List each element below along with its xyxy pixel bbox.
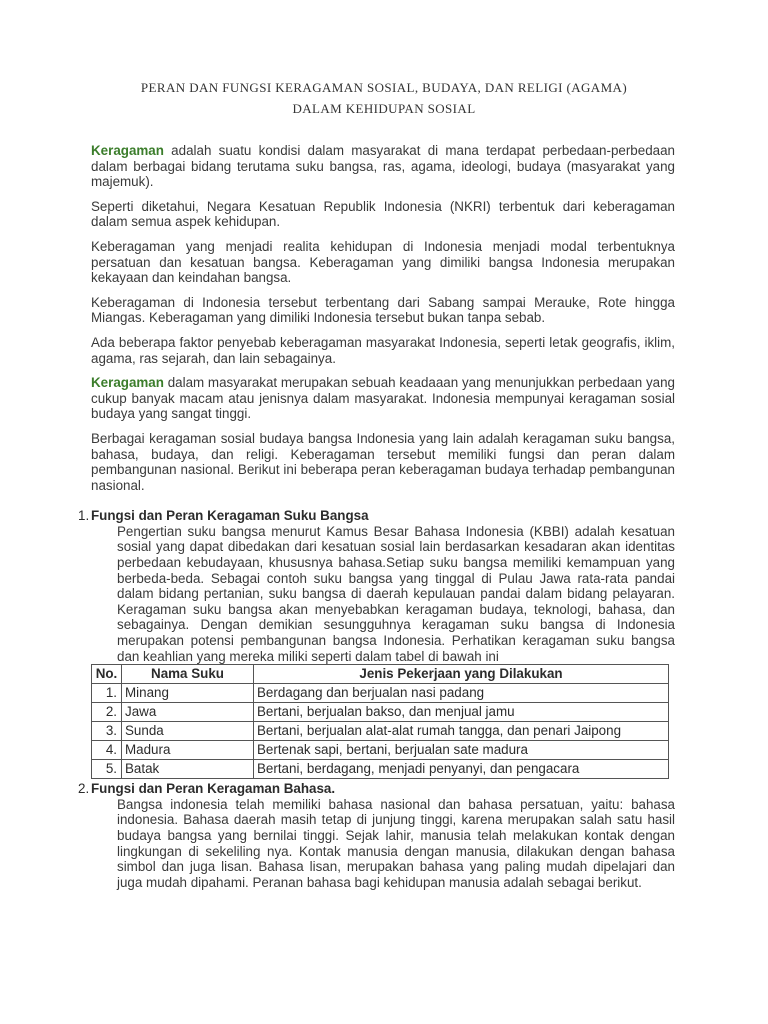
keyword-highlight: Keragaman [91,375,164,391]
paragraph-6 [91,375,675,422]
paragraph-7 [91,431,675,493]
section-title: Fungsi dan Peran Keragaman Bahasa. [91,781,336,797]
paragraph-text: dalam masyarakat merupakan sebuah keadaaan yang menunjukkan perbedaan yang cukup banyak macam atau jenisnya dalam masyarakat. Indonesia mempunyai keragaman sosial budaya yang sangat tinggi. [91,375,675,422]
table-row [92,722,669,741]
section-2-text: Bangsa indonesia telah memiliki bahasa nasional dan bahasa persatuan, yaitu: bahasa indonesia. Bahasa daerah masih tetap di junjung tinggi, karena merupakan salah satu hasil budaya bangsa yang bernilai tinggi. Sejak lahir, manusia telah melakukan kontak dengan lingkungan di sekeliling nya. Kontak manusia dengan manusia, dilakukan dengan bahasa simbol dan juga lisan. Bahasa lisan, merupakan bahasa yang paling mudah dipelajari dan juga mudah dipahami. Peranan bahasa bagi kehidupan manusia adalah sebagai berikut. [117,796,675,890]
section-1-text: Pengertian suku bangsa menurut Kamus Besar Bahasa Indonesia (KBBI) adalah kesatuan sosial yang dapat dibedakan dari kesatuan sosial lain berdasarkan kesadaran akan identitas perbedaan kebudayaan, khususnya bahasa.Setiap suku bangsa memiliki kemampuan yang berbeda-beda. Sebagai contoh suku bangsa yang tinggal di Pulau Jawa rata-rata pandai dalam bidang pertanian, suku bangsa di daerah kepulauan pandai dalam bidang pelayaran. Keragaman suku bangsa akan menyebabkan keragaman budaya, teknologi, bahasa, dan sebagainya. Dengan demikian sesungguhnya keragaman suku bangsa di Indonesia merupakan potensi pembangunan bangsa Indonesia. Perhatikan keragaman suku bangsa dan keahlian yang mereka miliki seperti dalam tabel di bawah ini [117,523,675,664]
paragraph-text: Berbagai keragaman sosial budaya bangsa Indonesia yang lain adalah keragaman suku bangsa, bahasa, budaya, dan religi. Keberagaman tersebut memiliki fungsi dan peran dalam pembangunan nasional. Berikut ini beberapa peran keberagaman budaya terhadap pembangunan nasional. [91,430,675,493]
table-cell-pekerjaan: Bertani, berjualan bakso, dan menjual jamu [254,703,669,722]
paragraph-2 [91,199,675,230]
table-cell-no: 5. [92,760,122,779]
suku-bangsa-table [91,664,669,779]
table-cell-no: 3. [92,722,122,741]
paragraph-text: Seperti diketahui, Negara Kesatuan Republik Indonesia (NKRI) terbentuk dari keberagaman dalam semua aspek kehidupan. [91,198,675,230]
keyword-highlight: Keragaman [91,143,164,158]
table-row [92,741,669,760]
table-cell-no: 1. [92,684,122,703]
paragraph-text: Keberagaman yang menjadi realita kehidupan di Indonesia menjadi modal terbentuknya persatuan dan kesatuan bangsa. Keberagaman yang dimiliki bangsa Indonesia merupakan kekayaan dan keindahan bangsa. [91,238,675,286]
table-header-no: No. [92,665,122,684]
table-cell-pekerjaan: Bertani, berjualan alat-alat rumah tangga, dan penari Jaipong [254,722,669,741]
table-cell-suku: Batak [122,760,254,779]
table-cell-suku: Minang [122,684,254,703]
section-1 [78,508,675,664]
paragraph-text: Keberagaman di Indonesia tersebut terbentang dari Sabang sampai Merauke, Rote hingga Miangas. Keberagaman yang dimiliki Indonesia tersebut bukan tanpa sebab. [91,294,675,326]
section-1-heading [78,508,675,524]
table-row [92,760,669,779]
table-cell-no: 2. [92,703,122,722]
table-cell-pekerjaan: Bertani, berdagang, menjadi penyanyi, dan pengacara [254,760,669,779]
section-number: 1. [78,508,90,524]
paragraph-4 [91,295,675,326]
document-body [78,143,675,890]
paragraph-1 [91,143,675,190]
document-title-line-2: DALAM KEHIDUPAN SOSIAL [292,101,476,116]
paragraph-3 [91,239,675,286]
table-row [92,684,669,703]
table-header-row [92,665,669,684]
paragraph-text: Ada beberapa faktor penyebab keberagaman masyarakat Indonesia, seperti letak geografis, iklim, agama, ras sejarah, dan lain sebagainya. [91,334,675,366]
table-cell-suku: Sunda [122,722,254,741]
table-header-nama-suku: Nama Suku [122,665,254,684]
section-2 [78,781,675,890]
table-cell-pekerjaan: Bertenak sapi, bertani, berjualan sate madura [254,741,669,760]
table-row [92,703,669,722]
section-title: Fungsi dan Peran Keragaman Suku Bangsa [91,508,369,524]
paragraph-text: adalah suatu kondisi dalam masyarakat di mana terdapat perbedaan-perbedaan dalam berbagai bidang terutama suku bangsa, ras, agama, ideologi, budaya (masyarakat yang majemuk). [91,143,675,190]
paragraph-5 [91,335,675,366]
table-header-pekerjaan: Jenis Pekerjaan yang Dilakukan [254,665,669,684]
table-cell-no: 4. [92,741,122,760]
section-number: 2. [78,781,90,797]
table-cell-pekerjaan: Berdagang dan berjualan nasi padang [254,684,669,703]
table-cell-suku: Jawa [122,703,254,722]
section-2-heading [78,781,675,797]
document-title-line-1: PERAN DAN FUNGSI KERAGAMAN SOSIAL, BUDAYA, DAN RELIGI (AGAMA) [140,80,628,95]
table-cell-suku: Madura [122,741,254,760]
